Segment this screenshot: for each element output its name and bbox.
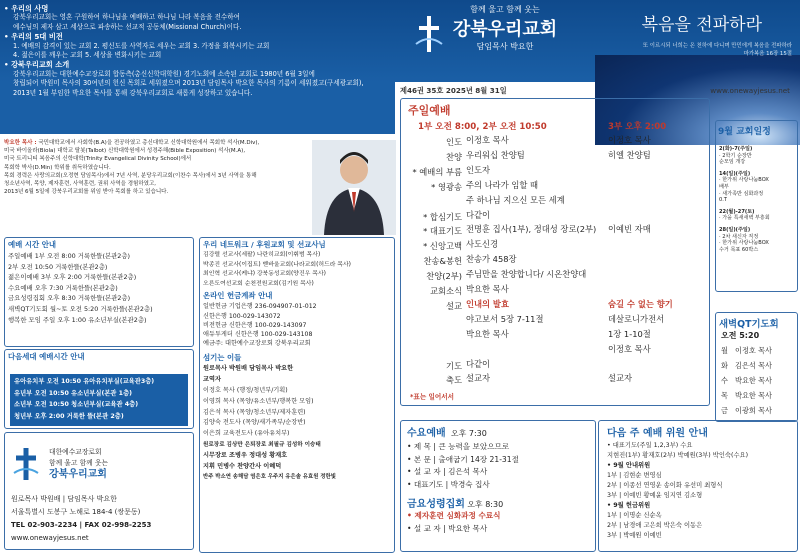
service-row: 금요성령집회 오후 8:30 거룩한뜰(본관2층) — [8, 294, 131, 303]
staff-row: 이영희 목사 (목양/유소년부/행복한 모임) — [203, 397, 314, 405]
qt-time: 오전 5:20 — [721, 331, 760, 340]
order-item: 박요한 목사 — [466, 328, 509, 339]
network-row: 오른도여선교회 순천전원교회(김기원 목사) — [203, 280, 314, 287]
order-item-3: 설교자 — [608, 373, 633, 384]
order-item: 주 하나님 지으신 모든 세계 — [466, 194, 565, 205]
phone-fax: TEL 02-903-2234 | FAX 02-998-2253 — [11, 521, 152, 529]
next-gen-list — [10, 374, 188, 426]
order-label: * 영광송 — [431, 181, 462, 192]
account-row: 애듀투게더 신한은행 100-029-143108 — [203, 330, 313, 338]
order-item-3: 이예빈 자매 — [608, 224, 651, 235]
servers-row: • 9월 안내위원 — [607, 462, 651, 469]
church-logo — [405, 4, 575, 52]
next-gen-row: 유년부 오전 10:50 유소년부실(본관 1층) — [14, 389, 133, 397]
worship-time-3: 3부 오후 2:00 — [608, 122, 667, 132]
order-item-3: 1장 1-10절 — [608, 328, 651, 339]
order-item: 설교자 — [466, 373, 491, 384]
wednesday-title: 수요예배 — [407, 428, 446, 439]
issue-number: 제46권 35호 2025년 8월 31일 — [400, 86, 507, 95]
order-item-3: 이정호 목사 — [608, 343, 651, 354]
slogan-verse: 또 이르시되 너희는 온 천하에 다니며 만민에게 복음을 전파하라 — [642, 43, 792, 49]
address: 서울특별시 도봉구 노해로 184-4 (쌍문동) — [11, 508, 141, 516]
servers-row: 2부 | 남경애 고은희 박은숙 이동은 — [607, 522, 703, 529]
church-slogan: 함께 울고 함께 웃는 — [49, 459, 109, 467]
service-row: 새벽QT기도회 월~토 오전 5:20 거룩한뜰(본관2층) — [8, 304, 153, 313]
qt-leader: 박요한 목사 — [735, 391, 773, 400]
wednesday-row: • 대표기도 | 박경숙 집사 — [407, 479, 490, 489]
services-title: 예배 시간 안내 — [8, 240, 56, 249]
order-item: 야고보서 5장 7-11절 — [466, 313, 544, 324]
network-box — [199, 237, 395, 553]
order-label: 축도 — [445, 375, 462, 386]
staff-row: 김은석 목사 (목양/청소년부/제자훈련) — [203, 408, 306, 416]
servers-row: 1부 | 이명순 신순옥 — [607, 512, 662, 519]
next-gen-row: 소년부 오전 10:50 청소년부실(교육관 4층) — [14, 401, 139, 408]
mission-text: 강북우리교회는 영혼 구원하여 하나님을 예배하고 하나님 나라 복음을 전수하여 — [13, 13, 240, 22]
network-row: 최인혁 선교사(케냐) 강북동성교회(양진우 목사) — [203, 271, 326, 278]
servers-row: 3부 | 이예빈 황예윤 임지연 김소형 — [607, 492, 703, 499]
order-item: 인도자 — [466, 164, 491, 175]
schedule-item: 배부 — [719, 183, 729, 190]
order-label: 찬송&봉헌 — [423, 256, 462, 267]
next-week-servers — [598, 420, 798, 552]
pastor-name: 박요한 목사 : — [4, 140, 37, 146]
bio-line: 국민대학교에서 사회학(B.A)을 전공하였고 총신대학교 신학대학원에서 목회학 석사(M.Div), — [38, 140, 260, 146]
account-holder: 예금주: 대한예수교장로회 강북우리교회 — [203, 340, 311, 348]
service-times — [4, 237, 194, 347]
account-row: 신한은행 100-029-143072 — [203, 312, 281, 320]
order-label: * 대표기도 — [423, 226, 462, 237]
order-item: 박요한 목사 — [466, 284, 509, 294]
order-label: 찬양(2부) — [426, 271, 462, 282]
church-name: 강북우리교회 — [49, 469, 107, 480]
bio-line: 목회 경력은 사랑의교회(오정현 담임목사)에서 7년 사역, 분당우리교회(이찬수 목사)에서 3년 사역을 통해 — [4, 172, 257, 179]
account-row: 일반헌금 기업은행 236-094907-01-012 — [203, 303, 317, 311]
qt-leader: 김은석 목사 — [735, 361, 773, 370]
order-item: 주의 나라가 임할 때 — [466, 179, 539, 190]
order-item-3: 히엘 찬양팀 — [608, 149, 651, 160]
intro-text: 창립되어 박원미 목사의 30여년의 헌신 목회로 세워졌으며 2013년 담임목사 박요한 목사의 기름이 세워졌고(구세광교회), — [13, 79, 364, 88]
schedule-title: 9월 교회일정 — [718, 127, 771, 137]
vision-text: 4. 젊은이를 깨우는 교회 5. 세상을 변화시키는 교회 — [13, 51, 162, 60]
bio-line: 청소년사역, 목양, 제자훈련, 사역훈련, 권위 사역을 경험하였고, — [4, 181, 157, 188]
intro-heading: • 강북우리교회 소개 — [4, 60, 70, 70]
wednesday-row: • 본 문 | 출애굽기 14장 21-31절 — [407, 454, 519, 464]
network-row: 김강렬 선교사(세팔) 나란히교회(이휘범 목사) — [203, 252, 321, 258]
servers-row: 1부 | 김현순 변영심 — [607, 472, 662, 479]
servers-row: • 9월 헌금위원 — [607, 502, 651, 509]
schedule-item: · 한가위 사랑나눔BOX — [719, 240, 769, 247]
staff-row: 원로장로 김상만 은퇴장로 최필규 김성하 이승태 — [203, 441, 321, 448]
schedule-item: · 한가위 사랑나눔BOX — [719, 177, 769, 184]
slogan-title: 복음을 전파하라 — [641, 15, 762, 35]
order-item: 인내의 발효 — [466, 298, 509, 309]
qt-leader: 이정호 목사 — [735, 346, 773, 355]
vision-text: 1. 예배의 감격이 있는 교회 2. 평신도를 사역자로 세우는 교회 3. 가정을 회복시키는 교회 — [13, 41, 270, 50]
order-item: 다같이 — [466, 358, 491, 369]
schedule-list — [719, 146, 797, 253]
account-title: 온라인 헌금계좌 안내 — [203, 291, 273, 301]
servers-row: 3부 | 박예원 이예빈 — [607, 532, 662, 539]
bio-line: 미국 트리니티 복음주의 신학대학(Trinity Evangelical Divinity School)에서 — [4, 156, 192, 163]
worship-times-1-2: 1부 오전 8:00, 2부 오전 10:50 — [418, 122, 547, 132]
schedule-date: 28(일)(주일) — [719, 226, 751, 233]
church-info — [4, 432, 194, 550]
staff-title: 섬기는 이들 — [203, 353, 242, 363]
friday-row: • 설 교 자 | 박요한 목사 — [407, 523, 488, 533]
service-row: 주일예배 1부 오전 8:00 거룩한뜰(본관2층) — [8, 252, 131, 260]
vision-heading: • 우리의 5대 비전 — [4, 32, 63, 42]
schedule-item: · 2차 새신자 직정 — [719, 233, 759, 240]
staff-row: 반주 박소연 송해담 염은호 우주지 유은솔 유효원 정한빛 — [203, 474, 336, 481]
order-item: 찬송가 458장 — [466, 254, 517, 265]
servers-row: 2부 | 이종선 연영운 송이화 유선미 최형식 — [607, 482, 723, 489]
order-label: 교회소식 — [429, 286, 462, 296]
qt-day: 금 — [721, 406, 728, 415]
qt-day: 월 — [721, 346, 728, 355]
network-title: 우리 네트워크 / 후원교회 및 선교사님 — [203, 240, 326, 249]
friday-row: • 제자훈련 심화과정 수료식 — [407, 511, 501, 521]
order-item-3: 이정호 목사 — [608, 135, 651, 145]
schedule-date: 2(화)-7(주일) — [719, 146, 753, 152]
service-row: 젊은이예배 3부 오후 2:00 거룩한뜰(본관2층) — [8, 273, 137, 282]
order-item: 우리워십 찬양팀 — [466, 149, 525, 160]
order-label: 인도 — [445, 137, 462, 147]
pastors-line: 원로목사 박원배 | 담임목사 박요한 — [11, 495, 117, 503]
qt-day: 화 — [721, 361, 728, 370]
friday-title: 금요성령집회 — [407, 499, 465, 511]
staff-row: 김양숙 전도사 (목양/새가족부/순장반) — [203, 419, 306, 427]
servers-title: 다음 주 예배 위원 안내 — [607, 428, 708, 439]
slogan-ref: 마가복음 16장 15절 — [743, 51, 792, 57]
wednesday-box — [400, 420, 596, 552]
qt-leader: 박요한 목사 — [735, 376, 773, 385]
bio-line: 미국 바이올라(Biola) 대학교 탈봇(Talbot) 신학대학원에서 성경주해(Bible Exposition) 석사(M.A), — [4, 148, 246, 155]
order-label: * 예배의 부름 — [412, 166, 462, 177]
qt-leader: 이광희 목사 — [735, 406, 773, 415]
qt-list — [721, 343, 772, 418]
wednesday-row: • 제 목 | 큰 능력을 보았으므로 — [407, 442, 510, 451]
website-link[interactable]: www.onewayjesus.net — [710, 86, 790, 95]
network-row: 박종진 선교사(이집트) 벧바울교회(나라교회(허드라 목사) — [203, 261, 351, 268]
order-label: 기도 — [445, 360, 462, 371]
next-gen-row: 청년부 오후 2:00 거룩한 뜰(본관 2층) — [14, 412, 124, 420]
staff-row: 시무장로 조병우 정대성 황재호 — [203, 451, 288, 459]
intro-text: 2013년 1월 부임한 박요한 목사를 통해 강북우리교회로 새롭게 성장하고 있습니다. — [13, 88, 253, 97]
order-item: 사도신경 — [466, 239, 499, 250]
wednesday-row: • 설 교 자 | 김은석 목사 — [407, 467, 488, 477]
service-row: 2부 오전 10:50 거룩한뜰(본관2층) — [8, 262, 108, 271]
next-gen-row: 유아유치부 오전 10:50 유아유치부실(교육관3층) — [14, 378, 155, 385]
worship-title: 주일예배 — [408, 104, 451, 117]
bio-line: 목회학 박사(D.Min) 학위를 취득하였습니다. — [4, 164, 111, 171]
staff-row: 이정호 목사 (행정/청년부/기획) — [203, 386, 288, 394]
standing-note: *표는 일어서서 — [410, 393, 454, 401]
staff-row: 이은희 교육전도사 (유아유치부) — [203, 430, 290, 438]
schedule-item: 순모임 개강 — [719, 159, 746, 166]
service-row: 행복한 모임 주일 오후 1:00 유소년부실(본관2층) — [8, 315, 147, 324]
schedule-item: 0.T — [719, 197, 727, 204]
schedule-item: · 2학기 순장반 — [719, 152, 752, 159]
account-row: 비전헌금 신한은행 100-029-143097 — [203, 321, 307, 329]
staff-row: 지휘 민병수 찬양간사 이혜덕 — [203, 462, 282, 470]
order-label: 찬양 — [445, 151, 462, 162]
mission-text: 예수님의 제자 삼고 세상으로 파송하는 선교적 공동체(Missional Church)이다. — [13, 22, 242, 31]
next-gen-title: 다음세대 예배시간 안내 — [8, 352, 85, 361]
order-label: * 합심기도 — [423, 211, 462, 222]
friday-time: 오후 8:30 — [467, 500, 504, 510]
pastor-bio — [4, 139, 304, 196]
schedule-item: · 새가족반 심화과정 — [719, 190, 764, 197]
order-item-3: 데살로니가전서 — [608, 313, 665, 324]
slogan — [582, 10, 792, 57]
website-link[interactable]: www.onewayjesus.net — [11, 534, 89, 542]
denomination: 대한예수교장로회 — [49, 448, 102, 456]
order-item: 다같이 — [466, 209, 491, 220]
service-row: 수요예배 오후 7:30 거룩한뜰(본관2층) — [8, 283, 118, 292]
qt-day: 목 — [721, 391, 728, 400]
order-label: * 신앙고백 — [423, 241, 462, 252]
staff-row: 교역자 — [203, 376, 221, 384]
order-item: 주님만을 찬양합니다/ 시온찬양대 — [466, 269, 587, 280]
order-item-3: 숨길 수 없는 향기 — [608, 298, 673, 309]
logo-name: 강북우리교회 — [452, 19, 558, 40]
order-item: 전명훈 집사(1부), 정대성 장로(2부) — [466, 224, 597, 235]
schedule-item: · 가을 특새새벽 부흥회 — [719, 215, 770, 222]
schedule-date: 14(일)(주일) — [719, 170, 751, 177]
order-label: 설교 — [445, 300, 462, 311]
intro-text: 강북우리교회는 대한예수교장로회 합동측(총신신학대학원) 경기노회에 소속된 교회로 1980년 6월 3일에 — [13, 69, 315, 78]
qt-title: 새벽QT기도회 — [719, 319, 779, 330]
servers-row: 지현진(1부) 황재호(2부) 박예원(3부) 박인숙(수요) — [607, 452, 749, 459]
qt-day: 수 — [721, 376, 728, 385]
church-intro — [4, 4, 394, 98]
schedule-date: 22(월)-27(토) — [719, 208, 755, 215]
church-cross-icon — [13, 447, 39, 481]
bio-line: 2013년 6월 5일에 강북우리교회를 위임 받아 목회를 하고 있습니다. — [4, 189, 169, 196]
logo-pastor: 담임목사 박요한 — [476, 42, 534, 51]
schedule-item: 수거 목표 60박스 — [719, 246, 759, 253]
wednesday-time: 오후 7:30 — [450, 429, 487, 438]
mission-heading: • 우리의 사명 — [4, 4, 49, 13]
order-item: 이정호 목사 — [466, 135, 509, 145]
servers-row: • 대표기도(주일 1,2,3부) 수요 — [607, 442, 693, 449]
logo-slogan: 함께 울고 함께 웃는 — [470, 5, 540, 14]
staff-row: 원로목사 박원배 담임목사 박요한 — [203, 365, 294, 373]
